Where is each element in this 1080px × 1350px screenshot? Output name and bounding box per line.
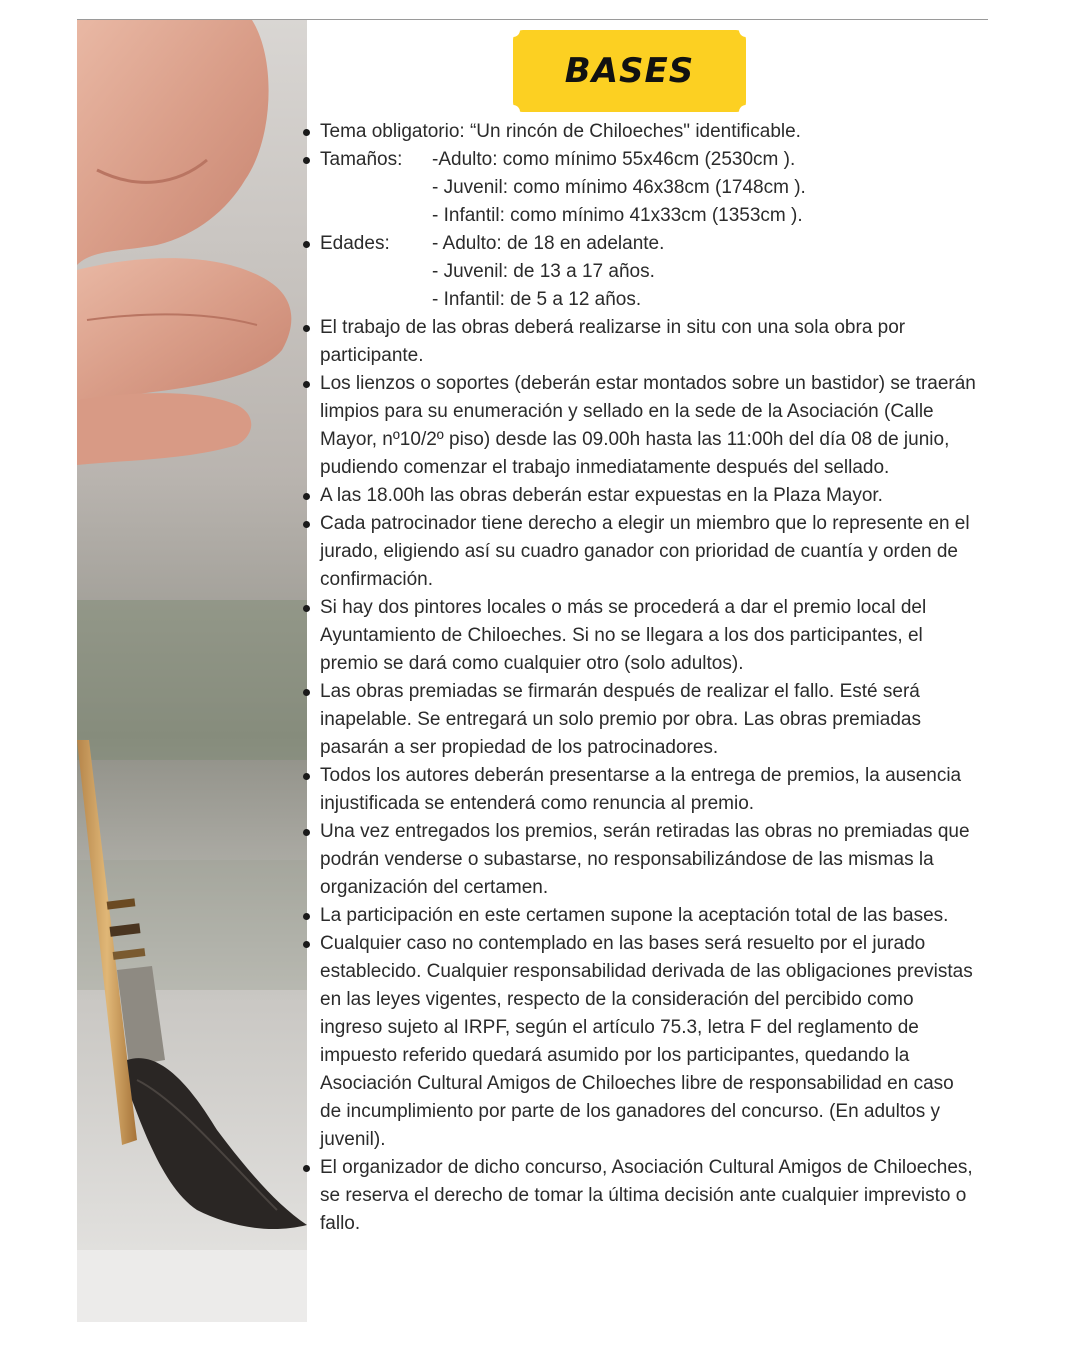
rule-signing: Las obras premiadas se firmarán después de realizar el fallo. Esté será inapelable. Se entregará un solo premio por obra. Las obras premiadas pasarán a ser propiedad de los patrocinadores. [300, 678, 980, 762]
rule-final-decision: El organizador de dicho concurso, Asociación Cultural Amigos de Chiloeches, se reserva el derecho de tomar la última decisión ante cualquier imprevisto o fallo. [300, 1154, 980, 1238]
badge-corner-notch [739, 23, 753, 37]
rule-ages [300, 230, 980, 314]
ages-label: Edades: [320, 233, 390, 254]
page-title: BASES [564, 51, 695, 91]
rules-list [300, 118, 980, 1238]
badge-corner-notch [506, 23, 520, 37]
rule-liability: Cualquier caso no contemplado en las bases será resuelto por el jurado establecido. Cualquier responsabilidad derivada de las obligaciones previstas en las leyes vigentes, respecto de la consideración del percibido como ingreso sujeto al IRPF, según el artículo 75.3, letra F del reglamento de impuesto referido quedará asumido por los participantes, quedando la Asociación Cultural Amigos de Chiloeches libre de responsabilidad en caso de incumplimiento por parte de los ganadores del concurso. (En adultos y juvenil). [300, 930, 980, 1154]
rule-in-situ: El trabajo de las obras deberá realizarse in situ con una sola obra por participante. [300, 314, 980, 370]
rule-acceptance: La participación en este certamen supone la aceptación total de las bases. [300, 902, 980, 930]
rule-sizes [300, 146, 980, 230]
rule-local-prize: Si hay dos pintores locales o más se procederá a dar el premio local del Ayuntamiento de Chiloeches. Si no se llegara a los dos participantes, el premio se dará como cualquier otro (solo adultos). [300, 594, 980, 678]
badge-corner-notch [739, 105, 753, 119]
sizes-label: Tamaños: [320, 149, 403, 170]
rule-withdrawal: Una vez entregados los premios, serán retiradas las obras no premiadas que podrán venderse o subastarse, no responsabilizándose de las mismas la organización del certamen. [300, 818, 980, 902]
hand-paintbrush-photo [77, 20, 307, 1322]
size-youth: - Juvenil: como mínimo 46x38cm (1748cm ). [432, 177, 806, 198]
rule-exhibition: A las 18.00h las obras deberán estar expuestas en la Plaza Mayor. [300, 482, 980, 510]
age-child: - Infantil: de 5 a 12 años. [432, 289, 642, 310]
age-youth: - Juvenil: de 13 a 17 años. [432, 261, 655, 282]
size-adult: -Adulto: como mínimo 55x46cm (2530cm ). [432, 149, 796, 170]
title-badge [513, 30, 746, 112]
age-adult: - Adulto: de 18 en adelante. [432, 233, 665, 254]
badge-corner-notch [506, 105, 520, 119]
rule-attendance: Todos los autores deberán presentarse a la entrega de premios, la ausencia injustificada se entenderá como renuncia al premio. [300, 762, 980, 818]
rule-theme: Tema obligatorio: “Un rincón de Chiloeches" identificable. [300, 118, 980, 146]
size-child: - Infantil: como mínimo 41x33cm (1353cm ). [432, 205, 803, 226]
rule-canvas: Los lienzos o soportes (deberán estar montados sobre un bastidor) se traerán limpios para su enumeración y sellado en la sede de la Asociación (Calle Mayor, nº10/2º piso) desde las 09.00h hasta las 11:00h del día 08 de junio, pudiendo comenzar el trabajo inmediatamente después del sellado. [300, 370, 980, 482]
paintbrush-illustration [77, 20, 307, 1322]
rule-sponsor: Cada patrocinador tiene derecho a elegir un miembro que lo represente en el jurado, eligiendo así su cuadro ganador con prioridad de cuantía y orden de confirmación. [300, 510, 980, 594]
